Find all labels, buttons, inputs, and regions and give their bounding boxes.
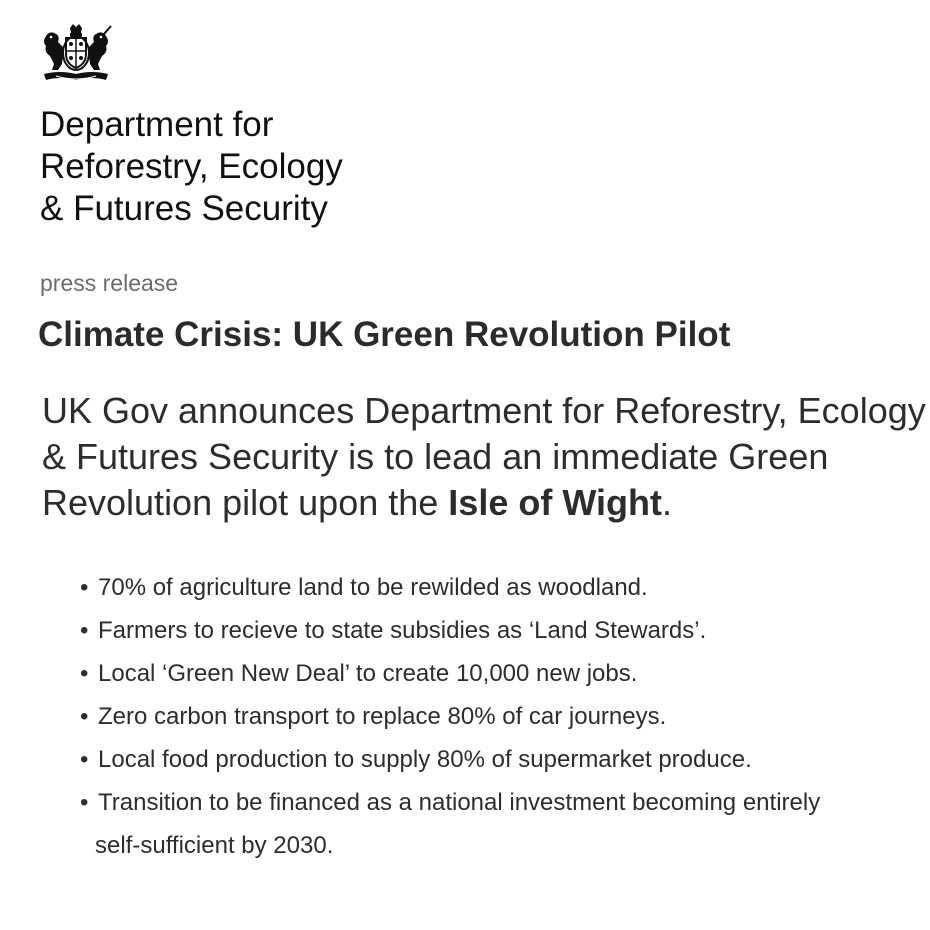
list-item-text: Farmers to recieve to state subsidies as ‘Land Stewards’.: [98, 617, 707, 644]
list-item-text-line-2: self-sufficient by 2030.: [95, 832, 334, 859]
page-title: Climate Crisis: UK Green Revolution Pilot: [38, 315, 731, 354]
list-item: [80, 652, 930, 695]
key-points-list: [80, 566, 930, 867]
list-item: [80, 695, 930, 738]
department-name-line-2: Reforestry, Ecology: [40, 147, 343, 186]
list-item: [80, 566, 930, 609]
lead-text: UK Gov announces Department for Reforestry, Ecology & Futures Security is to lead an immediate Green Revolution pilot upon the: [42, 390, 926, 523]
document-type-label: press release: [40, 270, 179, 296]
list-item: [80, 738, 930, 781]
bullet-icon: •: [80, 703, 89, 730]
bullet-icon: •: [80, 789, 89, 816]
list-item-text: Local food production to supply 80% of supermarket produce.: [98, 746, 752, 773]
bullet-icon: •: [80, 574, 89, 601]
list-item-text: 70% of agriculture land to be rewilded as woodland.: [98, 574, 648, 601]
royal-coat-of-arms-icon: [40, 24, 112, 84]
list-item-text-line-1: Transition to be financed as a national investment becoming entirely: [98, 789, 821, 816]
department-name-line-1: Department for: [40, 105, 274, 144]
bullet-icon: •: [80, 660, 89, 687]
bullet-icon: •: [80, 746, 89, 773]
list-item-text: Local ‘Green New Deal’ to create 10,000 new jobs.: [98, 660, 638, 687]
lead-emphasis: Isle of Wight: [448, 482, 662, 523]
department-name-line-3: & Futures Security: [40, 189, 328, 228]
list-item: [80, 781, 930, 867]
lead-end: .: [661, 482, 672, 523]
bullet-icon: •: [80, 617, 89, 644]
department-name: [40, 104, 343, 230]
list-item-text: Zero carbon transport to replace 80% of car journeys.: [98, 703, 667, 730]
lead-paragraph: [42, 388, 928, 526]
list-item: [80, 609, 930, 652]
